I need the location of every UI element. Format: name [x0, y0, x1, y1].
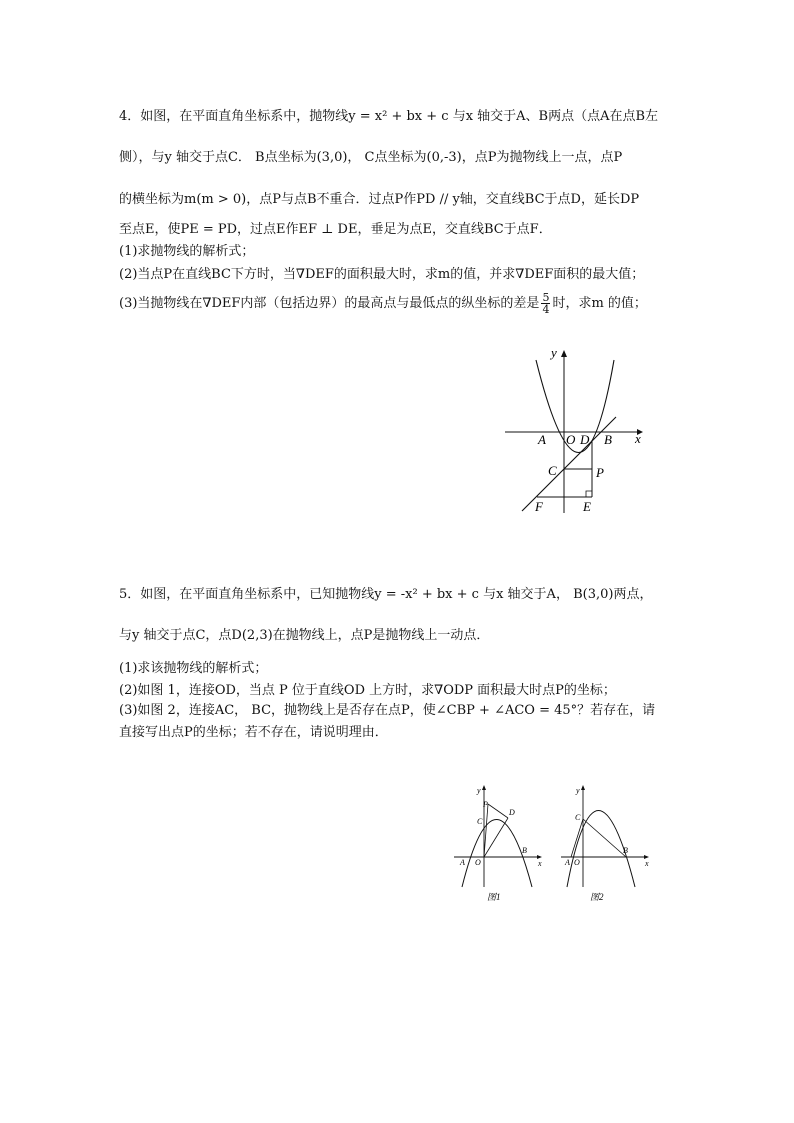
right-angle-mark	[586, 491, 592, 497]
label-y: y	[477, 786, 481, 795]
q4-line-7-end: 时，求m 的值；	[552, 296, 647, 311]
q4-line-4: 至点E，使PE = PD，过点E作EF ⊥ DE，垂足为点E，交直线BC于点F．	[119, 222, 552, 237]
label-a: A	[460, 858, 465, 867]
q4-line-3: 的横坐标为m(m > 0)，点P与点B不重合．过点P作PD // y轴，交直线BC于点D，延长DP	[119, 192, 640, 207]
label-d: D	[580, 432, 590, 447]
label-p: P	[596, 465, 604, 480]
q4-line-7	[119, 292, 647, 315]
q5-line-6: 直接写出点P的坐标；若不存在，请说明理由．	[119, 725, 388, 740]
q5-line-5: (3)如图 2，连接AC， BC，抛物线上是否存在点P，使∠CBP + ∠ACO = 45°？若存在，请	[119, 703, 656, 718]
label-o: O	[475, 858, 481, 867]
y-axis-arrow	[561, 350, 567, 357]
fraction-numerator: 5	[542, 291, 550, 304]
label-y: y	[576, 786, 580, 795]
label-x: x	[635, 431, 641, 446]
label-o: O	[566, 432, 576, 447]
label-o: O	[574, 858, 580, 867]
y-axis-arrow	[482, 785, 486, 790]
q5-figure-1	[450, 782, 550, 907]
q5-figure-2	[557, 782, 657, 907]
q5-line-3: (1)求该抛物线的解析式；	[119, 661, 268, 676]
label-b: B	[623, 846, 628, 855]
segment-pd	[488, 804, 508, 818]
fraction-denominator: 4	[542, 303, 550, 316]
fraction-five-fourths	[541, 292, 550, 315]
q4-line-1: 4．如图，在平面直角坐标系中，抛物线y = x² + bx + c 与x 轴交于A、B两点（点A在点B左	[119, 109, 659, 124]
label-c: C	[575, 813, 581, 822]
fig2-caption: 图2	[590, 892, 604, 902]
segment-op	[484, 804, 488, 857]
q4-figure	[500, 345, 650, 515]
q4-line-5: (1)求抛物线的解析式；	[119, 244, 255, 259]
label-f: F	[535, 499, 543, 514]
label-c: C	[548, 463, 557, 478]
label-b: B	[604, 432, 612, 447]
label-e: E	[583, 499, 591, 514]
label-x: x	[645, 859, 649, 868]
q5-line-1: 5．如图，在平面直角坐标系中，已知抛物线y = -x² + bx + c 与x 轴交于A， B(3,0)两点，	[119, 587, 653, 602]
label-p: P	[483, 800, 488, 809]
label-x: x	[538, 859, 542, 868]
label-y: y	[551, 345, 557, 360]
q4-line-6: (2)当点P在直线BC下方时，当∇DEF的面积最大时，求m的值，并求∇DEF面积的最大值；	[119, 267, 645, 282]
q4-line-7-start: (3)当抛物线在∇DEF内部（包括边界）的最高点与最低点的纵坐标的差是	[119, 296, 540, 311]
segment-ac	[571, 819, 583, 857]
label-c: C	[477, 817, 483, 826]
q5-line-4: (2)如图 1，连接OD，当点 P 位于直线OD 上方时，求∇ODP 面积最大时点P的坐标；	[119, 683, 616, 698]
y-axis-arrow	[581, 785, 585, 790]
label-a: A	[565, 858, 570, 867]
fig1-caption: 图1	[487, 892, 501, 902]
label-d: D	[509, 808, 515, 817]
label-a: A	[538, 432, 546, 447]
q4-line-2: 侧），与y 轴交于点C． B点坐标为(3,0)， C点坐标为(0,-3)，点P为抛物线上一点，点P	[119, 150, 623, 165]
q5-line-2: 与y 轴交于点C，点D(2,3)在抛物线上，点P是抛物线上一动点．	[119, 628, 490, 643]
label-b: B	[522, 846, 527, 855]
